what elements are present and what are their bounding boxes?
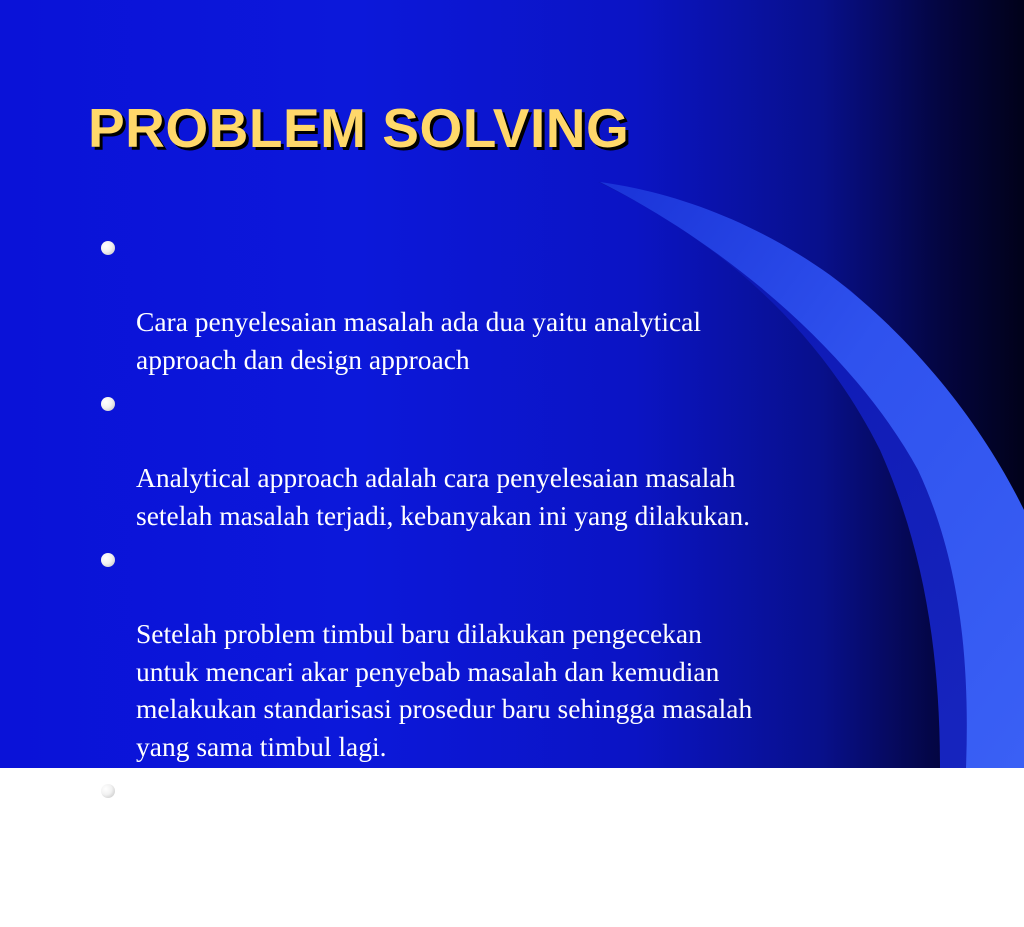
bullet-text: Analytical approach adalah cara penyelesaian masalah setelah masalah terjadi, kebanyakan ini yang dilakukan.	[136, 462, 750, 531]
bullet-dot-icon	[101, 553, 115, 567]
bullet-list	[136, 228, 926, 927]
bullet-text: Cara penyelesaian masalah ada dua yaitu analytical approach dan design approach	[136, 306, 702, 375]
bullet-dot-icon	[101, 397, 115, 411]
bullet-text: Setelah problem timbul baru dilakukan pengecekan untuk mencari akar penyebab masalah dan kemudian melakukan standarisasi prosedur baru sehingga masalah yang sama timbul lagi.	[136, 618, 753, 762]
slide-title: PROBLEM SOLVING	[88, 97, 630, 159]
bullet-dot-icon	[101, 784, 115, 798]
bullet-text: Design Approach yaitu mengantisipasi masalah dan mencoba memecahkan masalah yang akan timbul.	[136, 849, 705, 918]
bullet-item	[136, 228, 926, 378]
bullet-item	[136, 384, 926, 534]
bullet-item	[136, 771, 926, 921]
bullet-item	[136, 540, 926, 765]
bullet-dot-icon	[101, 241, 115, 255]
